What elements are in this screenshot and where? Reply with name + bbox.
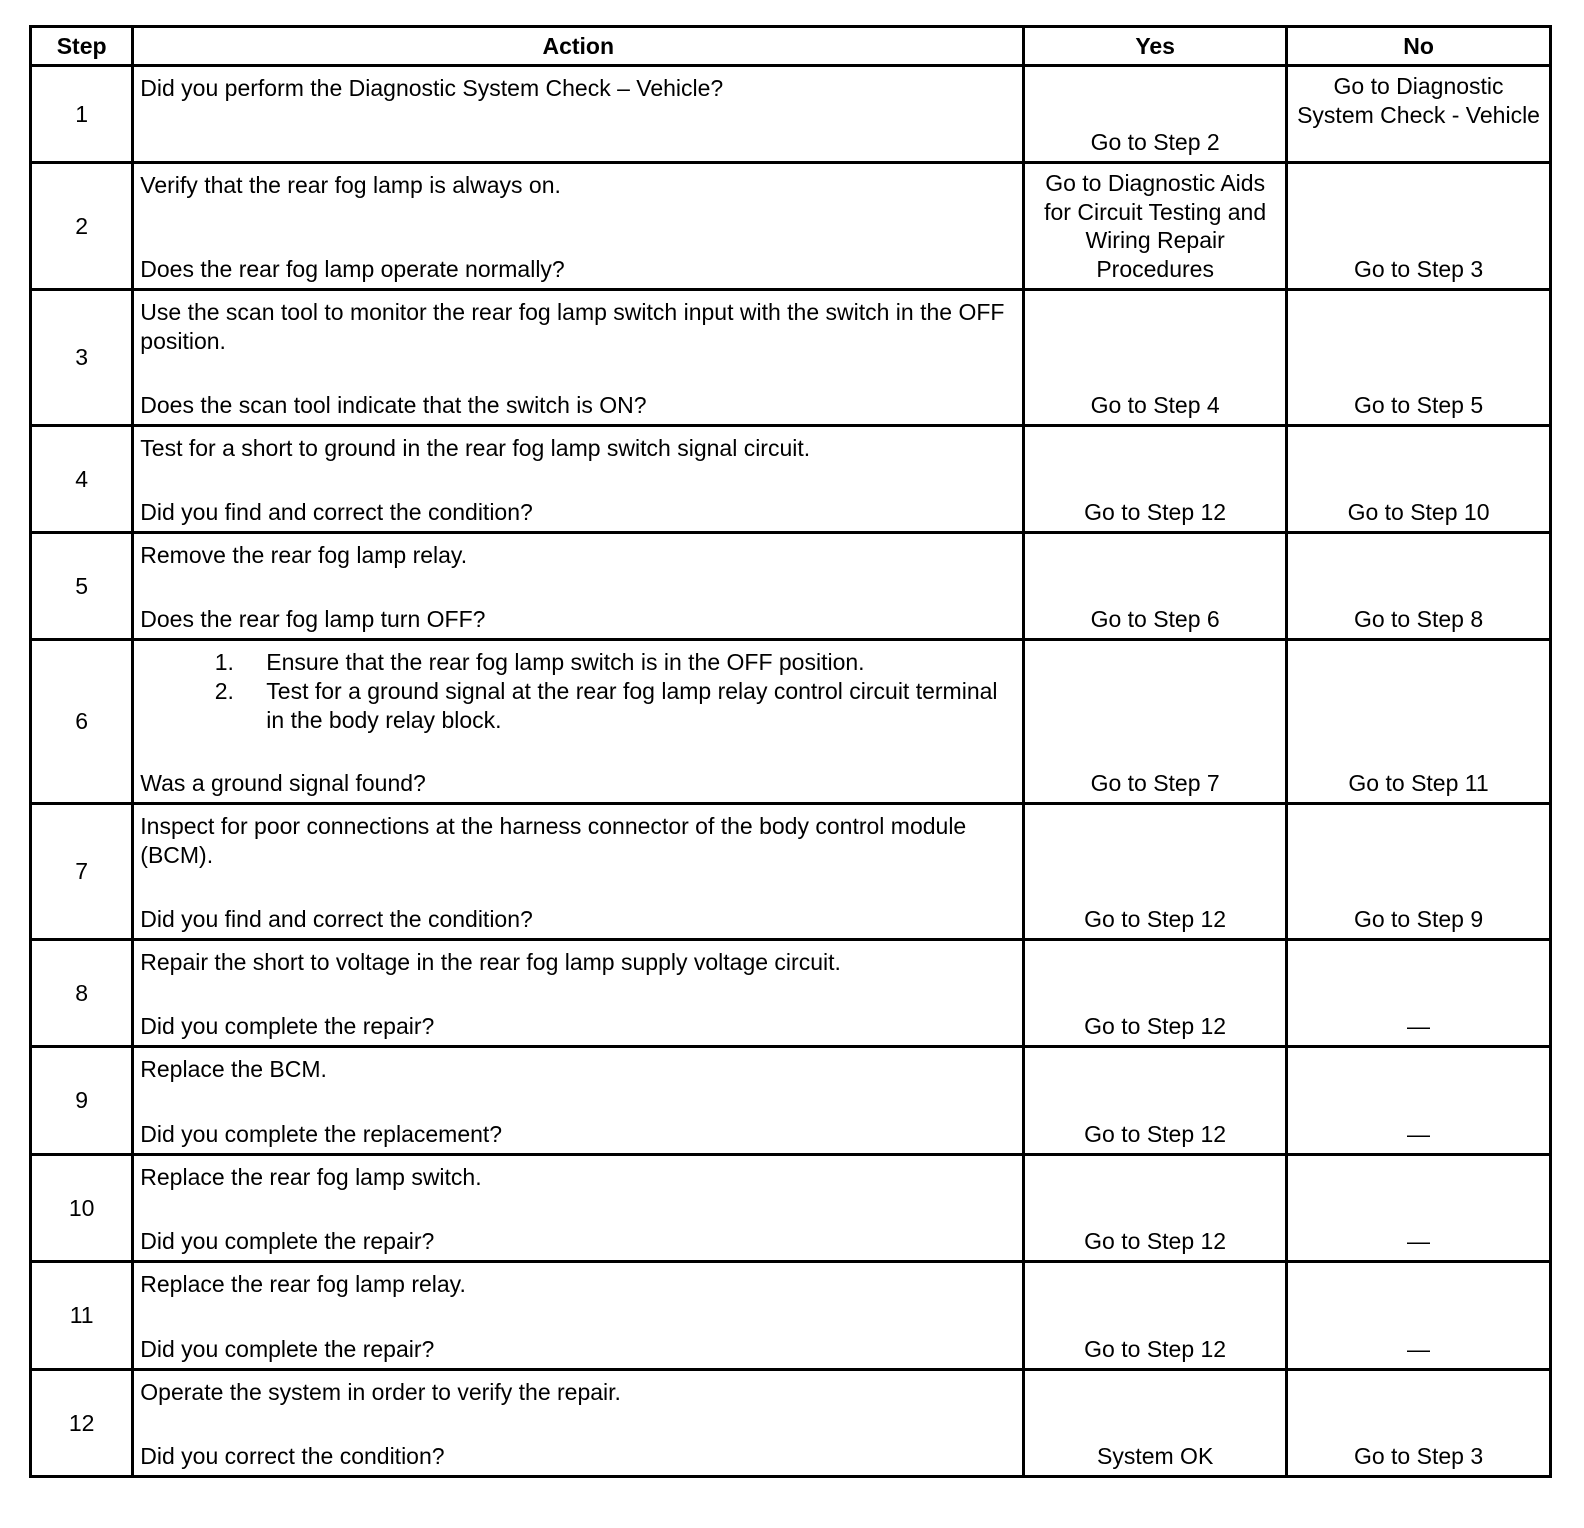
action-cell xyxy=(133,1155,1024,1262)
no-result: Go to Step 11 xyxy=(1287,640,1551,804)
no-result: — xyxy=(1287,1262,1551,1370)
diagnostic-table xyxy=(29,25,1552,1478)
yes-result: Go to Step 6 xyxy=(1024,533,1287,640)
step-number: 7 xyxy=(31,804,133,940)
no-result: Go to Diagnostic System Check - Vehicle xyxy=(1287,66,1551,163)
list-item: 2. Test for a ground signal at the rear fog lamp relay control circuit terminal in the body relay block. xyxy=(240,677,1016,735)
step-number: 2 xyxy=(31,163,133,290)
header-row xyxy=(31,27,1551,66)
action-cell xyxy=(133,163,1024,290)
table-row xyxy=(31,1155,1551,1262)
table-row xyxy=(31,1262,1551,1370)
action-steps-list xyxy=(140,648,1016,735)
yes-result: Go to Diagnostic Aids for Circuit Testing and Wiring Repair Procedures xyxy=(1024,163,1287,290)
action-question: Did you perform the Diagnostic System Check – Vehicle? xyxy=(140,75,724,101)
table-row xyxy=(31,940,1551,1047)
table-row xyxy=(31,426,1551,533)
action-cell xyxy=(133,1047,1024,1155)
table-row xyxy=(31,163,1551,290)
action-question: Does the rear fog lamp operate normally? xyxy=(140,256,565,282)
action-cell xyxy=(133,533,1024,640)
action-cell xyxy=(133,940,1024,1047)
no-result: Go to Step 8 xyxy=(1287,533,1551,640)
no-result: Go to Step 5 xyxy=(1287,290,1551,426)
action-instruction: Test for a short to ground in the rear fog lamp switch signal circuit. xyxy=(140,435,811,461)
action-question: Did you correct the condition? xyxy=(140,1443,445,1469)
step-number: 9 xyxy=(31,1047,133,1155)
step-number: 11 xyxy=(31,1262,133,1370)
action-cell xyxy=(133,640,1024,804)
no-result: Go to Step 3 xyxy=(1287,1370,1551,1477)
action-question: Was a ground signal found? xyxy=(140,770,426,796)
step-number: 1 xyxy=(31,66,133,163)
action-instruction: Remove the rear fog lamp relay. xyxy=(140,542,468,568)
action-cell xyxy=(133,290,1024,426)
action-instruction: Verify that the rear fog lamp is always on. xyxy=(140,172,561,198)
action-cell xyxy=(133,1370,1024,1477)
no-result: — xyxy=(1287,1155,1551,1262)
action-instruction: Replace the BCM. xyxy=(140,1056,327,1082)
table-row xyxy=(31,1370,1551,1477)
diagnostic-table-container xyxy=(29,25,1552,1478)
no-result: — xyxy=(1287,1047,1551,1155)
table-row xyxy=(31,66,1551,163)
action-instruction: Replace the rear fog lamp relay. xyxy=(140,1271,466,1297)
yes-result: Go to Step 2 xyxy=(1024,66,1287,163)
yes-result: Go to Step 12 xyxy=(1024,1155,1287,1262)
no-result: Go to Step 10 xyxy=(1287,426,1551,533)
table-row xyxy=(31,640,1551,804)
yes-result: Go to Step 12 xyxy=(1024,940,1287,1047)
action-instruction: Use the scan tool to monitor the rear fog lamp switch input with the switch in the OFF position. xyxy=(140,299,1005,354)
yes-result: Go to Step 4 xyxy=(1024,290,1287,426)
header-no: No xyxy=(1287,27,1551,66)
action-cell xyxy=(133,804,1024,940)
header-step: Step xyxy=(31,27,133,66)
no-result: Go to Step 3 xyxy=(1287,163,1551,290)
action-question: Does the scan tool indicate that the switch is ON? xyxy=(140,392,647,418)
action-instruction: Inspect for poor connections at the harness connector of the body control module (BCM). xyxy=(140,813,967,868)
header-action: Action xyxy=(133,27,1024,66)
table-row xyxy=(31,1047,1551,1155)
action-instruction: Repair the short to voltage in the rear fog lamp supply voltage circuit. xyxy=(140,949,841,975)
list-item: 1. Ensure that the rear fog lamp switch is in the OFF position. xyxy=(240,648,1016,677)
yes-result: Go to Step 12 xyxy=(1024,1262,1287,1370)
step-number: 12 xyxy=(31,1370,133,1477)
table-row xyxy=(31,533,1551,640)
step-number: 8 xyxy=(31,940,133,1047)
action-instruction: Operate the system in order to verify the repair. xyxy=(140,1379,621,1405)
table-row xyxy=(31,290,1551,426)
step-number: 10 xyxy=(31,1155,133,1262)
action-question: Did you complete the repair? xyxy=(140,1228,435,1254)
header-yes: Yes xyxy=(1024,27,1287,66)
action-question: Did you complete the repair? xyxy=(140,1336,435,1362)
action-cell xyxy=(133,426,1024,533)
yes-result: Go to Step 12 xyxy=(1024,1047,1287,1155)
action-question: Did you complete the replacement? xyxy=(140,1121,503,1147)
no-result: — xyxy=(1287,940,1551,1047)
yes-result: Go to Step 7 xyxy=(1024,640,1287,804)
action-question: Did you find and correct the condition? xyxy=(140,906,533,932)
table-row xyxy=(31,804,1551,940)
step-number: 3 xyxy=(31,290,133,426)
action-question: Does the rear fog lamp turn OFF? xyxy=(140,606,486,632)
yes-result: System OK xyxy=(1024,1370,1287,1477)
action-cell xyxy=(133,1262,1024,1370)
action-cell xyxy=(133,66,1024,163)
action-question: Did you complete the repair? xyxy=(140,1013,435,1039)
no-result: Go to Step 9 xyxy=(1287,804,1551,940)
step-number: 5 xyxy=(31,533,133,640)
yes-result: Go to Step 12 xyxy=(1024,426,1287,533)
step-number: 6 xyxy=(31,640,133,804)
action-question: Did you find and correct the condition? xyxy=(140,499,533,525)
step-number: 4 xyxy=(31,426,133,533)
yes-result: Go to Step 12 xyxy=(1024,804,1287,940)
action-instruction: Replace the rear fog lamp switch. xyxy=(140,1164,482,1190)
